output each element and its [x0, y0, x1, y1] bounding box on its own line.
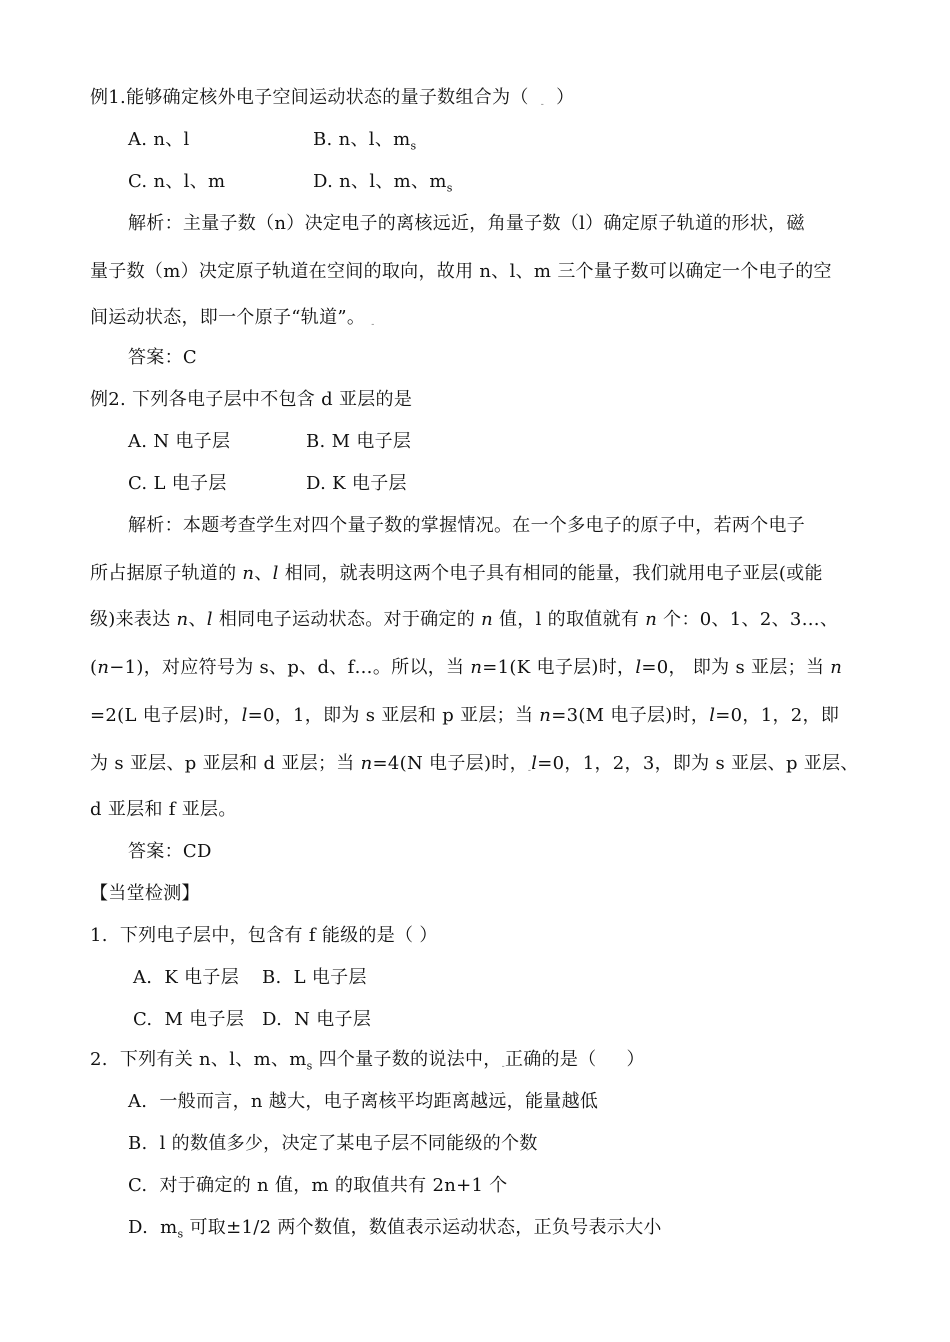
example1-option-c: C. n、l、m [128, 171, 226, 192]
example1-analysis-line3: 间运动状态，即一个原子“轨道”。 $_-$ [90, 307, 375, 330]
example2-analysis-line7: d 亚层和 f 亚层。 [90, 799, 237, 820]
example2-question: 例2. 下列各电子层中不包含 d 亚层的是 [90, 389, 413, 410]
test-q2-option-d: D. $m_s$ 可取±1/2 两个数值，数值表示运动状态，正负号表示大小 [128, 1217, 662, 1241]
example2-analysis-line4: (n−1)，对应符号为 s、p、d、f…。所以，当 n=1(K 电子层)时，l=0， 即为 s 亚层；当 n [90, 657, 843, 678]
example1-option-d: D. n、l、m、$m_s$ [313, 171, 453, 195]
test-q1-option-a: A. K 电子层 [133, 967, 240, 988]
paragraph-mark: - [540, 100, 545, 110]
example2-option-c: C. L 电子层 [128, 473, 227, 494]
example1-option-a: A. n、l [128, 129, 190, 150]
paragraph-mark: - [527, 766, 532, 776]
test-q2-option-c: C. 对于确定的 n 值，m 的取值共有 2n+1 个 [128, 1175, 508, 1196]
section-heading: 【当堂检测】 [90, 883, 200, 904]
example1-answer: 答案：C [128, 347, 197, 368]
test-question2: 2. 下列有关 n、l、m、$m_s$ 四个量子数的说法中，$_-$正确的是（ ） [90, 1049, 645, 1073]
example2-analysis-line1: 解析：本题考查学生对四个量子数的掌握情况。在一个多电子的原子中，若两个电子 [128, 515, 806, 536]
paragraph-mark: - [501, 1062, 505, 1072]
paragraph-mark: - [371, 320, 375, 330]
example2-option-b: B. M 电子层 [306, 431, 412, 452]
example2-option-a: A. N 电子层 [128, 431, 231, 452]
example1-option-b: B. n、l、$m_s$ [313, 129, 417, 153]
example2-analysis-line2: 所占据原子轨道的 n、l 相同，就表明这两个电子具有相同的能量，我们就用电子亚层(或能 [90, 563, 823, 584]
example2-answer: 答案：CD [128, 841, 212, 862]
example1-question: 例1.能够确定核外电子空间运动状态的量子数组合为（ $_-$ ） [90, 87, 575, 110]
example1-analysis-line2: 量子数（m）决定原子轨道在空间的取向，故用 n、l、m 三个量子数可以确定一个电子的空 [90, 261, 832, 282]
test-q1-option-c: C. M 电子层 [133, 1009, 245, 1030]
test-q1-option-b: B. L 电子层 [262, 967, 367, 988]
test-q1-option-d: D. N 电子层 [262, 1009, 372, 1030]
example2-analysis-line6: 为 s 亚层、p 亚层和 d 亚层；当 n=4(N 电子层)时，$_-$l=0，1，2，3，即为 s 亚层、p 亚层、 [90, 753, 859, 776]
example2-analysis-line3: 级)来表达 n、l 相同电子运动状态。对于确定的 n 值，l 的取值就有 n 个：0、1、2、3…、 [90, 609, 839, 630]
example1-analysis-line1: 解析：主量子数（n）决定电子的离核远近，角量子数（l）确定原子轨道的形状，磁 [128, 213, 805, 234]
example2-option-d: D. K 电子层 [306, 473, 407, 494]
test-q2-option-b: B. l 的数值多少，决定了某电子层不同能级的个数 [128, 1133, 538, 1154]
test-q2-option-a: A. 一般而言，n 越大，电子离核平均距离越远，能量越低 [128, 1091, 599, 1112]
test-question1: 1. 下列电子层中，包含有 f 能级的是（ ） [90, 925, 438, 946]
example2-analysis-line5: =2(L 电子层)时，l=0，1，即为 s 亚层和 p 亚层；当 n=3(M 电子层)时，l=0，1，2，即 [90, 705, 840, 726]
